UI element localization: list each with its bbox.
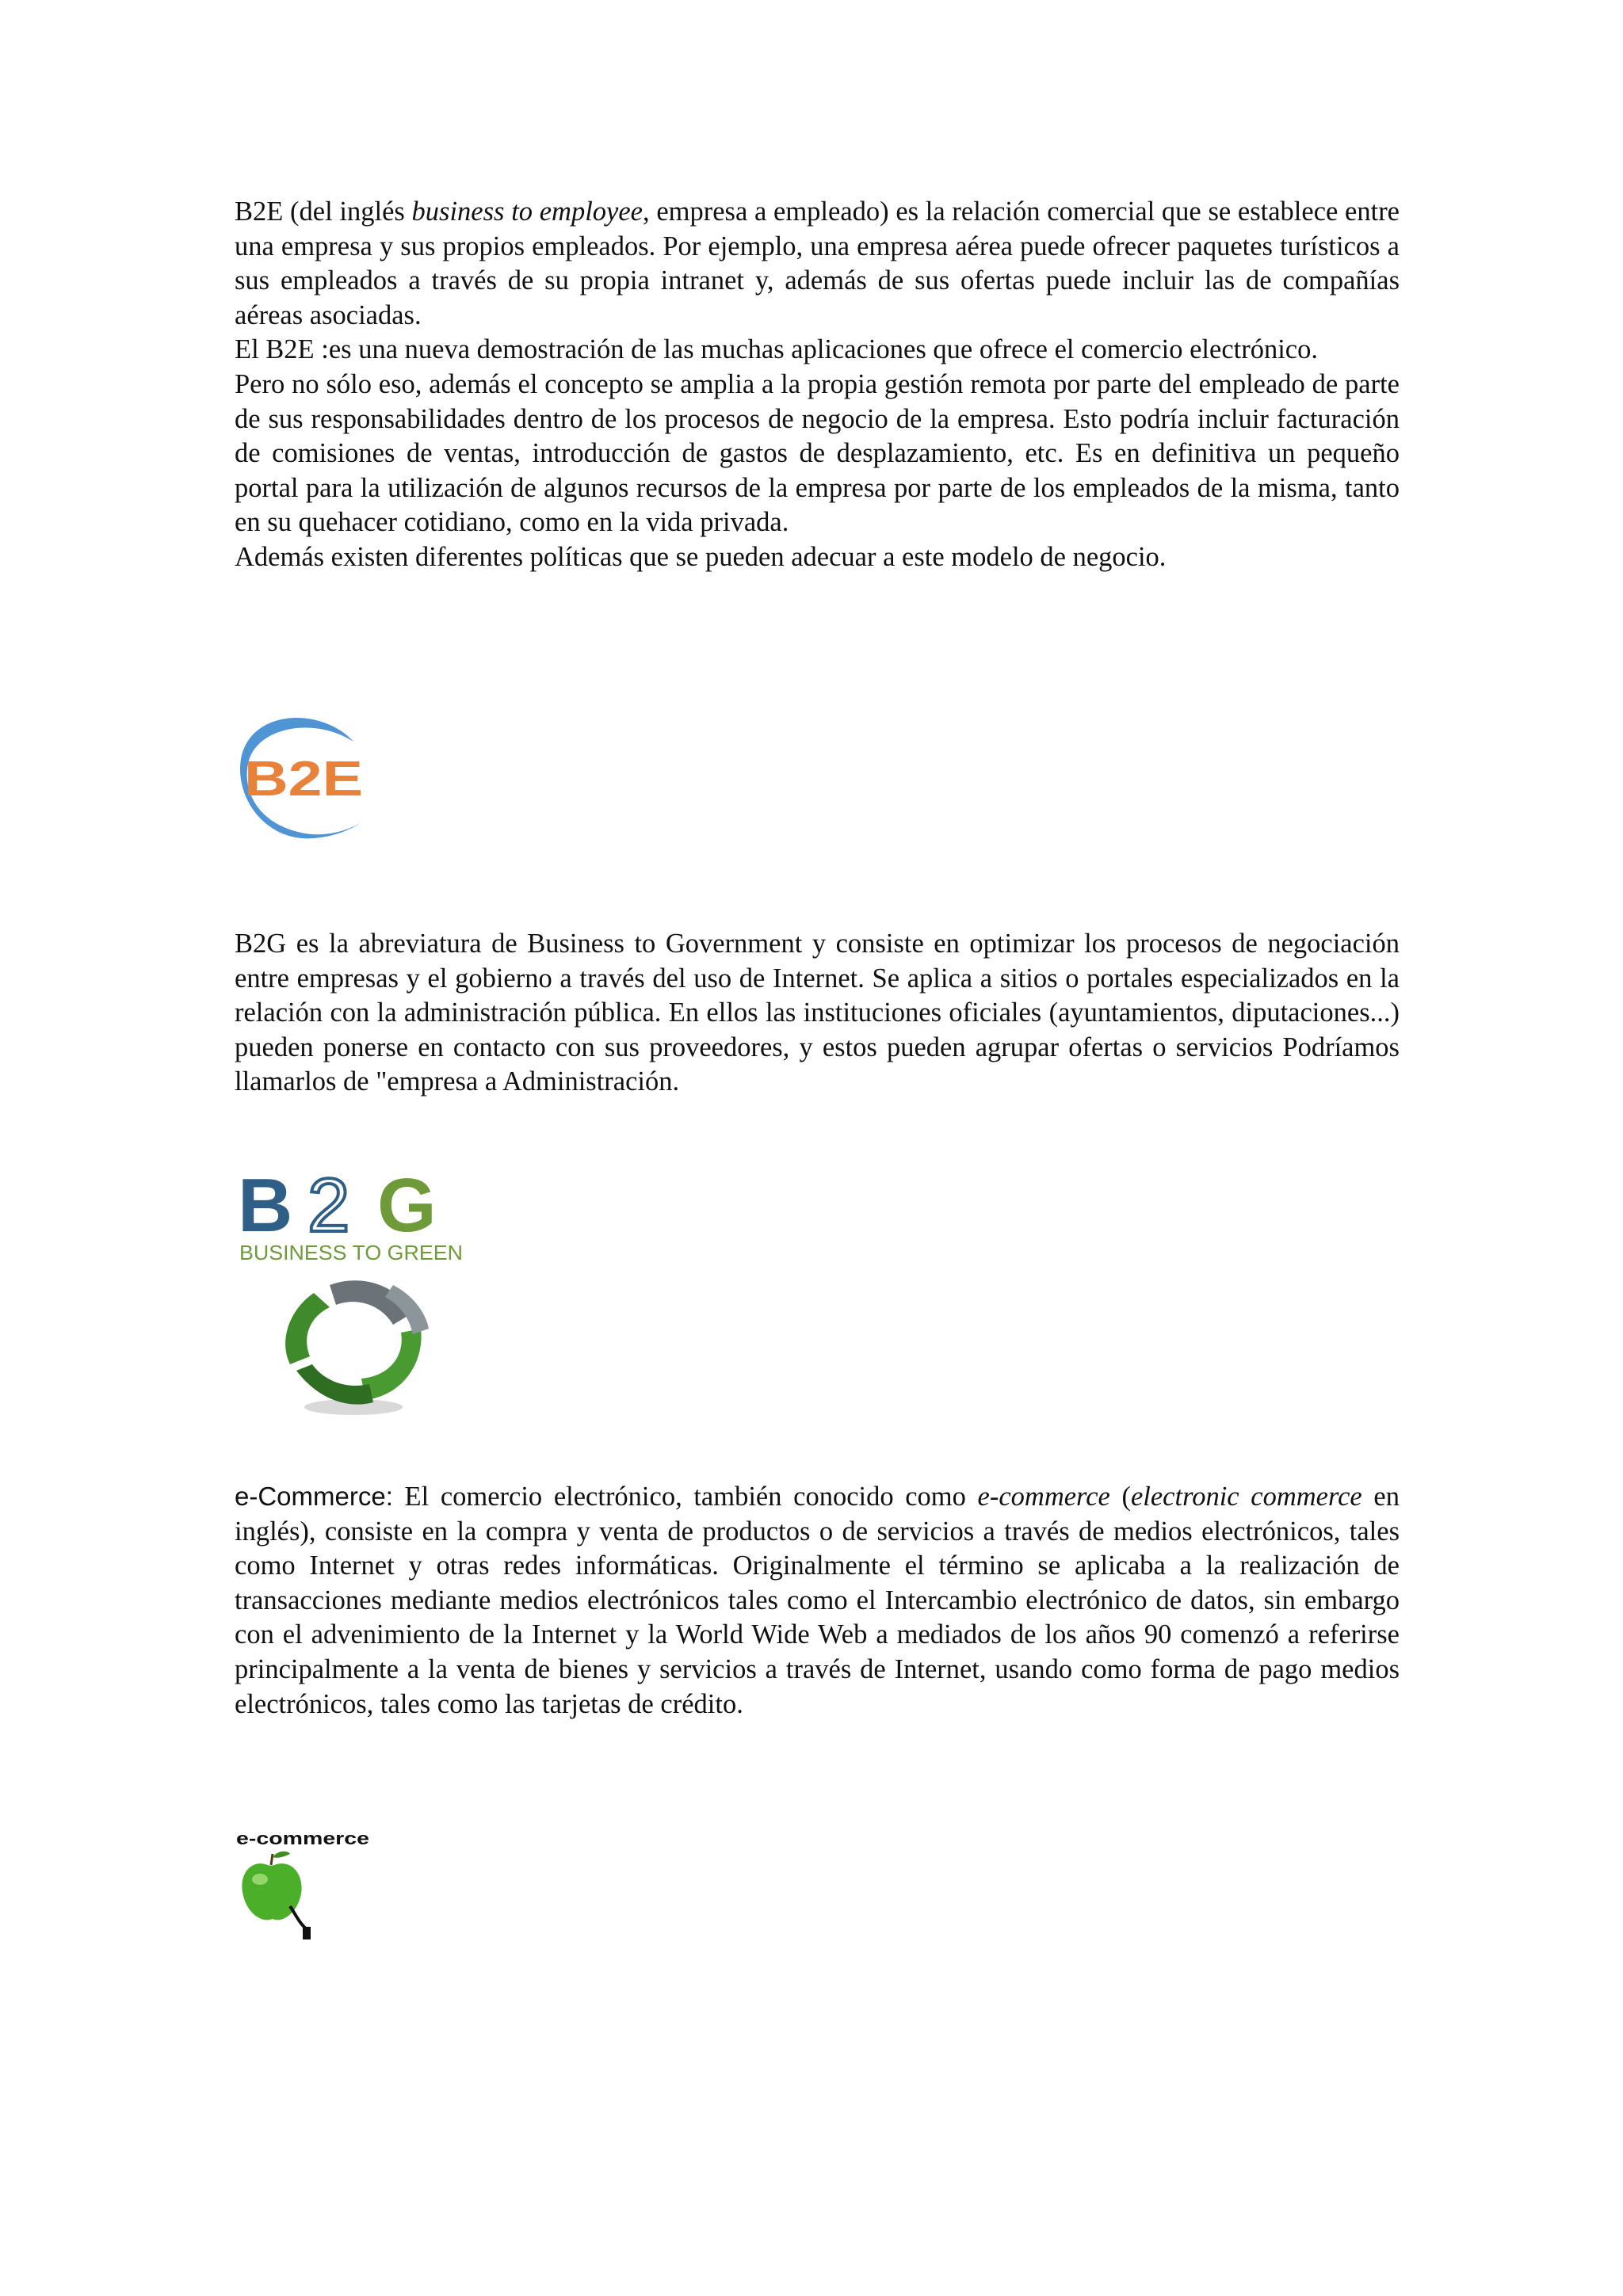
b2e-logo-text: B2E xyxy=(244,752,363,807)
b2g-paragraph-1: B2G es la abreviatura de Business to Government y consiste en optimizar los procesos de negociación entre empresas y el gobierno a través del uso de Internet. Se aplica a sitios o portales especializados en la relación con la administración pública. En ellos las instituciones oficiales (ayuntamientos, diputaciones...) pueden ponerse en contacto con sus proveedores, y estos pueden agrupar ofertas o servicios Podríamos llamarlos de "empresa a Administración. xyxy=(235,929,1400,1097)
b2g-logo-g: G xyxy=(377,1166,437,1248)
b2e-paragraph-1: B2E (del inglés business to employee, empresa a empleado) es la relación comercial que se establece entre una empresa y sus propios empleados. Por ejemplo, una empresa aérea puede ofrecer paquetes turísticos a sus empleados a través de su propia intranet y, además de sus ofertas puede incluir las de compañías aéreas asociadas. xyxy=(235,196,1400,330)
ecommerce-logo-text: e-commerce xyxy=(236,1829,369,1848)
b2g-logo xyxy=(235,1166,488,1432)
b2g-logo-subtitle: BUSINESS TO GREEN xyxy=(239,1241,463,1264)
recycle-hands-icon xyxy=(285,1280,429,1415)
ecommerce-section xyxy=(235,1479,1400,1722)
apple-icon xyxy=(242,1852,311,1939)
b2g-section xyxy=(235,927,1400,1100)
b2g-logo-2: 2 xyxy=(307,1166,350,1248)
b2g-logo-b: B xyxy=(238,1166,293,1248)
b2e-paragraph-2: El B2E :es una nueva demostración de las muchas aplicaciones que ofrece el comercio electrónico. xyxy=(235,334,1318,365)
ecommerce-logo xyxy=(235,1827,377,1950)
ecommerce-lead: e-Commerce: xyxy=(235,1482,393,1511)
b2e-logo xyxy=(235,711,369,850)
b2e-paragraph-4: Además existen diferentes políticas que se pueden adecuar a este modelo de negocio. xyxy=(235,541,1167,572)
b2e-section xyxy=(235,195,1400,575)
b2e-paragraph-3: Pero no sólo eso, además el concepto se amplia a la propia gestión remota por parte del empleado de parte de sus responsabilidades dentro de los procesos de negocio de la empresa. Esto podría incluir facturación de comisiones de ventas, introducción de gastos de desplazamiento, etc. Es en definitiva un pequeño portal para la utilización de algunos recursos de la empresa por parte de los empleados de la misma, tanto en su quehacer cotidiano, como en la vida privada. xyxy=(235,368,1400,538)
ecommerce-paragraph-1: e-Commerce: El comercio electrónico, también conocido como e-commerce (electronic commerce en inglés), consiste en la compra y venta de productos o de servicios a través de medios electrónicos, tales como Internet y otras redes informáticas. Originalmente el término se aplicaba a la realización de transacciones mediante medios electrónicos tales como el Intercambio electrónico de datos, sin embargo con el advenimiento de la Internet y la World Wide Web a mediados de los años 90 comenzó a referirse principalmente a la venta de bienes y servicios a través de Internet, usando como forma de pago medios electrónicos, tales como las tarjetas de crédito. xyxy=(235,1482,1400,1719)
